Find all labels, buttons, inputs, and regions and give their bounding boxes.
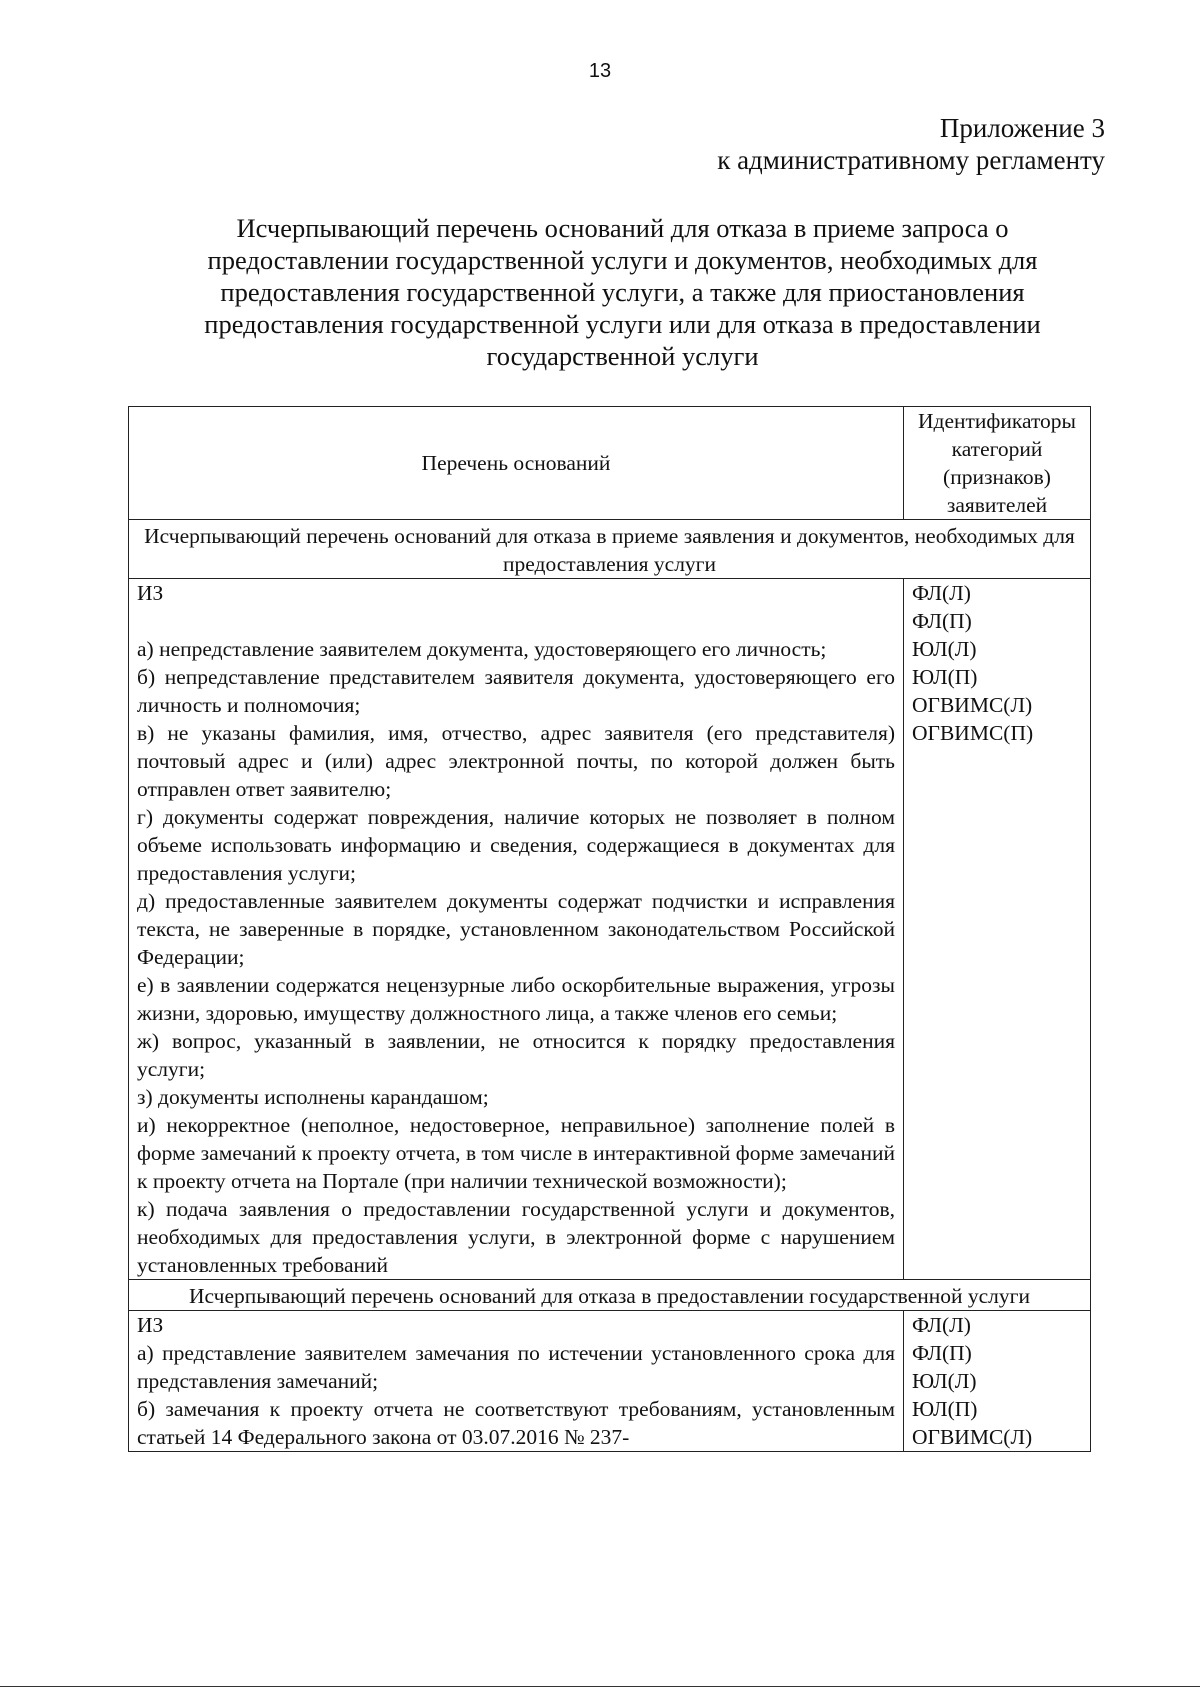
- list-item: з) документы исполнены карандашом;: [137, 1085, 489, 1109]
- section-2-intro: ИЗ: [137, 1313, 164, 1337]
- identifier: ОГВИМС(Л): [912, 693, 1033, 717]
- identifier: ЮЛ(Л): [912, 1369, 977, 1393]
- scan-edge-line: [0, 1686, 1200, 1687]
- identifier: ЮЛ(П): [912, 665, 978, 689]
- list-item: к) подача заявления о предоставлении государственной услуги и документов, необходимых для предоставления услуги, в электронной форме с нарушением установленных требований: [137, 1197, 895, 1277]
- section-2-grounds: [129, 1311, 904, 1452]
- title-line: Исчерпывающий перечень оснований для отказа в приеме запроса о: [236, 213, 1009, 243]
- section-1-title-row: [129, 520, 1091, 579]
- list-item: в) не указаны фамилия, имя, отчество, адрес заявителя (его представителя) почтовый адрес и (или) адрес электронной почты, по которой должен быть отправлен ответ заявителю;: [137, 721, 895, 801]
- document-title: [170, 212, 1075, 372]
- page-number: 13: [588, 60, 612, 82]
- list-item: г) документы содержат повреждения, наличие которых не позволяет в полном объеме использовать информацию и сведения, содержащиеся в документах для предоставления услуги;: [137, 805, 895, 885]
- section-1-grounds: [129, 579, 904, 1280]
- list-item: а) представление заявителем замечания по истечении установленного срока для представления замечаний;: [137, 1341, 895, 1393]
- identifier: ФЛ(П): [912, 1341, 972, 1365]
- section-1-content-row: [129, 579, 1091, 1280]
- grounds-table: [128, 406, 1091, 1452]
- appendix-line-1: Приложение 3: [939, 113, 1105, 143]
- header-grounds: Перечень оснований: [129, 407, 904, 520]
- list-item: б) замечания к проекту отчета не соответствуют требованиям, установленным статьей 14 Федерального закона от 03.07.2016 № 237-: [137, 1397, 895, 1449]
- identifier: ЮЛ(П): [912, 1397, 978, 1421]
- list-item: и) некорректное (неполное, недостоверное, неправильное) заполнение полей в форме замечаний к проекту отчета, в том числе в интерактивной форме замечаний к проекту отчета на Портале (при наличии технической возможности);: [137, 1113, 895, 1193]
- title-line: предоставлении государственной услуги и документов, необходимых для: [207, 245, 1038, 275]
- identifier: ФЛ(Л): [912, 581, 971, 605]
- identifier: ОГВИМС(П): [912, 721, 1034, 745]
- section-2-identifiers: [904, 1311, 1091, 1452]
- section-2-title: Исчерпывающий перечень оснований для отказа в предоставлении государственной услуги: [129, 1280, 1091, 1311]
- section-1-identifiers: [904, 579, 1091, 1280]
- list-item: д) предоставленные заявителем документы содержат подчистки и исправления текста, не заверенные в порядке, установленном законодательством Российской Федерации;: [137, 889, 895, 969]
- identifier: ФЛ(П): [912, 609, 972, 633]
- table-header-row: [129, 407, 1091, 520]
- appendix-heading: [717, 112, 1105, 176]
- title-line: предоставления государственной услуги, а также для приостановления: [220, 277, 1025, 307]
- identifier: ОГВИМС(Л): [912, 1425, 1033, 1449]
- title-line: государственной услуги: [486, 341, 759, 371]
- list-item: ж) вопрос, указанный в заявлении, не относится к порядку предоставления услуги;: [137, 1029, 895, 1081]
- section-2-title-row: [129, 1280, 1091, 1311]
- section-1-title: Исчерпывающий перечень оснований для отказа в приеме заявления и документов, необходимых для предоставления услуги: [129, 520, 1091, 579]
- appendix-line-2: к административному регламенту: [717, 145, 1105, 175]
- title-line: предоставления государственной услуги или для отказа в предоставлении: [204, 309, 1041, 339]
- identifier: ЮЛ(Л): [912, 637, 977, 661]
- identifier: ФЛ(Л): [912, 1313, 971, 1337]
- section-2-content-row: [129, 1311, 1091, 1452]
- list-item: е) в заявлении содержатся нецензурные либо оскорбительные выражения, угрозы жизни, здоровью, имуществу должностного лица, а также членов его семьи;: [137, 973, 895, 1025]
- list-item: б) непредставление представителем заявителя документа, удостоверяющего его личность и полномочия;: [137, 665, 895, 717]
- header-identifiers: Идентификаторы категорий (признаков) заявителей: [904, 407, 1091, 520]
- list-item: а) непредставление заявителем документа, удостоверяющего его личность;: [137, 637, 827, 661]
- section-1-intro: ИЗ: [137, 581, 164, 605]
